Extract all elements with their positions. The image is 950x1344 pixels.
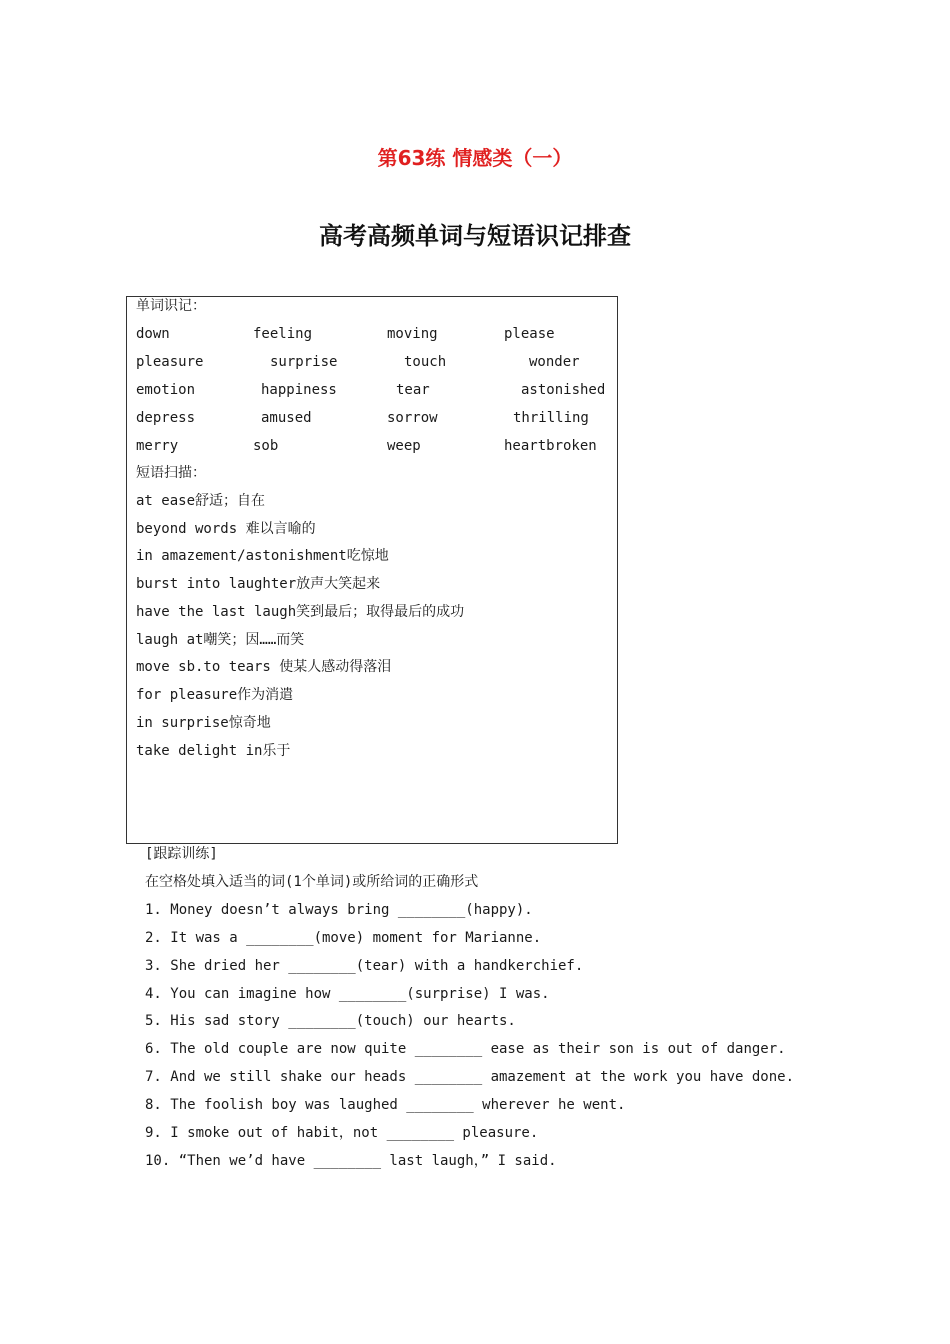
word-item: sorrow [387,410,438,426]
question-item: 8. The foolish boy was laughed ________ wherever he went. [145,1097,626,1113]
word-item: down [136,326,170,342]
practice-instruction: 在空格处填入适当的词(1个单词)或所给词的正确形式 [145,874,479,890]
phrase-item: for pleasure作为消遣 [136,687,294,703]
word-item: sob [253,438,279,454]
page-subtitle: 高考高频单词与短语识记排查 [319,222,631,250]
word-item: thrilling [513,410,589,426]
vocab-box [126,296,618,844]
word-item: heartbroken [504,438,597,454]
phrase-item: burst into laughter放声大笑起来 [136,576,381,592]
phrase-item: have the last laugh笑到最后；取得最后的成功 [136,604,465,620]
word-item: astonished [521,382,606,398]
word-item: amused [261,410,312,426]
page-title: 第63练 情感类（一） [377,146,573,170]
phrase-item: in surprise惊奇地 [136,715,271,731]
question-item: 6. The old couple are now quite ________ ease as their son is out of danger. [145,1041,786,1057]
words-label: 单词识记： [136,298,206,314]
question-item: 7. And we still shake our heads ________ amazement at the work you have done. [145,1069,795,1085]
question-item: 2. It was a ________(move) moment for Marianne. [145,930,542,946]
word-item: feeling [253,326,313,342]
word-item: touch [404,354,447,370]
word-item: emotion [136,382,196,398]
question-item: 10. “Then we’d have ________ last laugh，” I said. [145,1153,557,1169]
phrases-label: 短语扫描： [136,465,206,481]
word-item: happiness [261,382,337,398]
phrase-item: in amazement/astonishment吃惊地 [136,548,389,564]
phrase-item: at ease舒适；自在 [136,493,266,509]
question-item: 1. Money doesn’t always bring ________(happy). [145,902,533,918]
question-item: 9. I smoke out of habit，not ________ pleasure. [145,1125,539,1141]
word-item: weep [387,438,421,454]
word-item: moving [387,326,438,342]
word-item: wonder [529,354,580,370]
phrase-item: move sb.to tears 使某人感动得落泪 [136,659,392,675]
word-item: merry [136,438,179,454]
question-item: 5. His sad story ________(touch) our hearts. [145,1013,516,1029]
word-item: pleasure [136,354,204,370]
word-item: tear [396,382,430,398]
question-item: 3. She dried her ________(tear) with a handkerchief. [145,958,584,974]
word-item: surprise [270,354,338,370]
phrase-item: beyond words 难以言喻的 [136,521,316,537]
practice-heading: [跟踪训练] [145,846,218,862]
question-item: 4. You can imagine how ________(surprise) I was. [145,986,550,1002]
phrase-item: take delight in乐于 [136,743,291,759]
phrase-item: laugh at嘲笑；因……而笑 [136,632,305,648]
word-item: depress [136,410,196,426]
word-item: please [504,326,555,342]
